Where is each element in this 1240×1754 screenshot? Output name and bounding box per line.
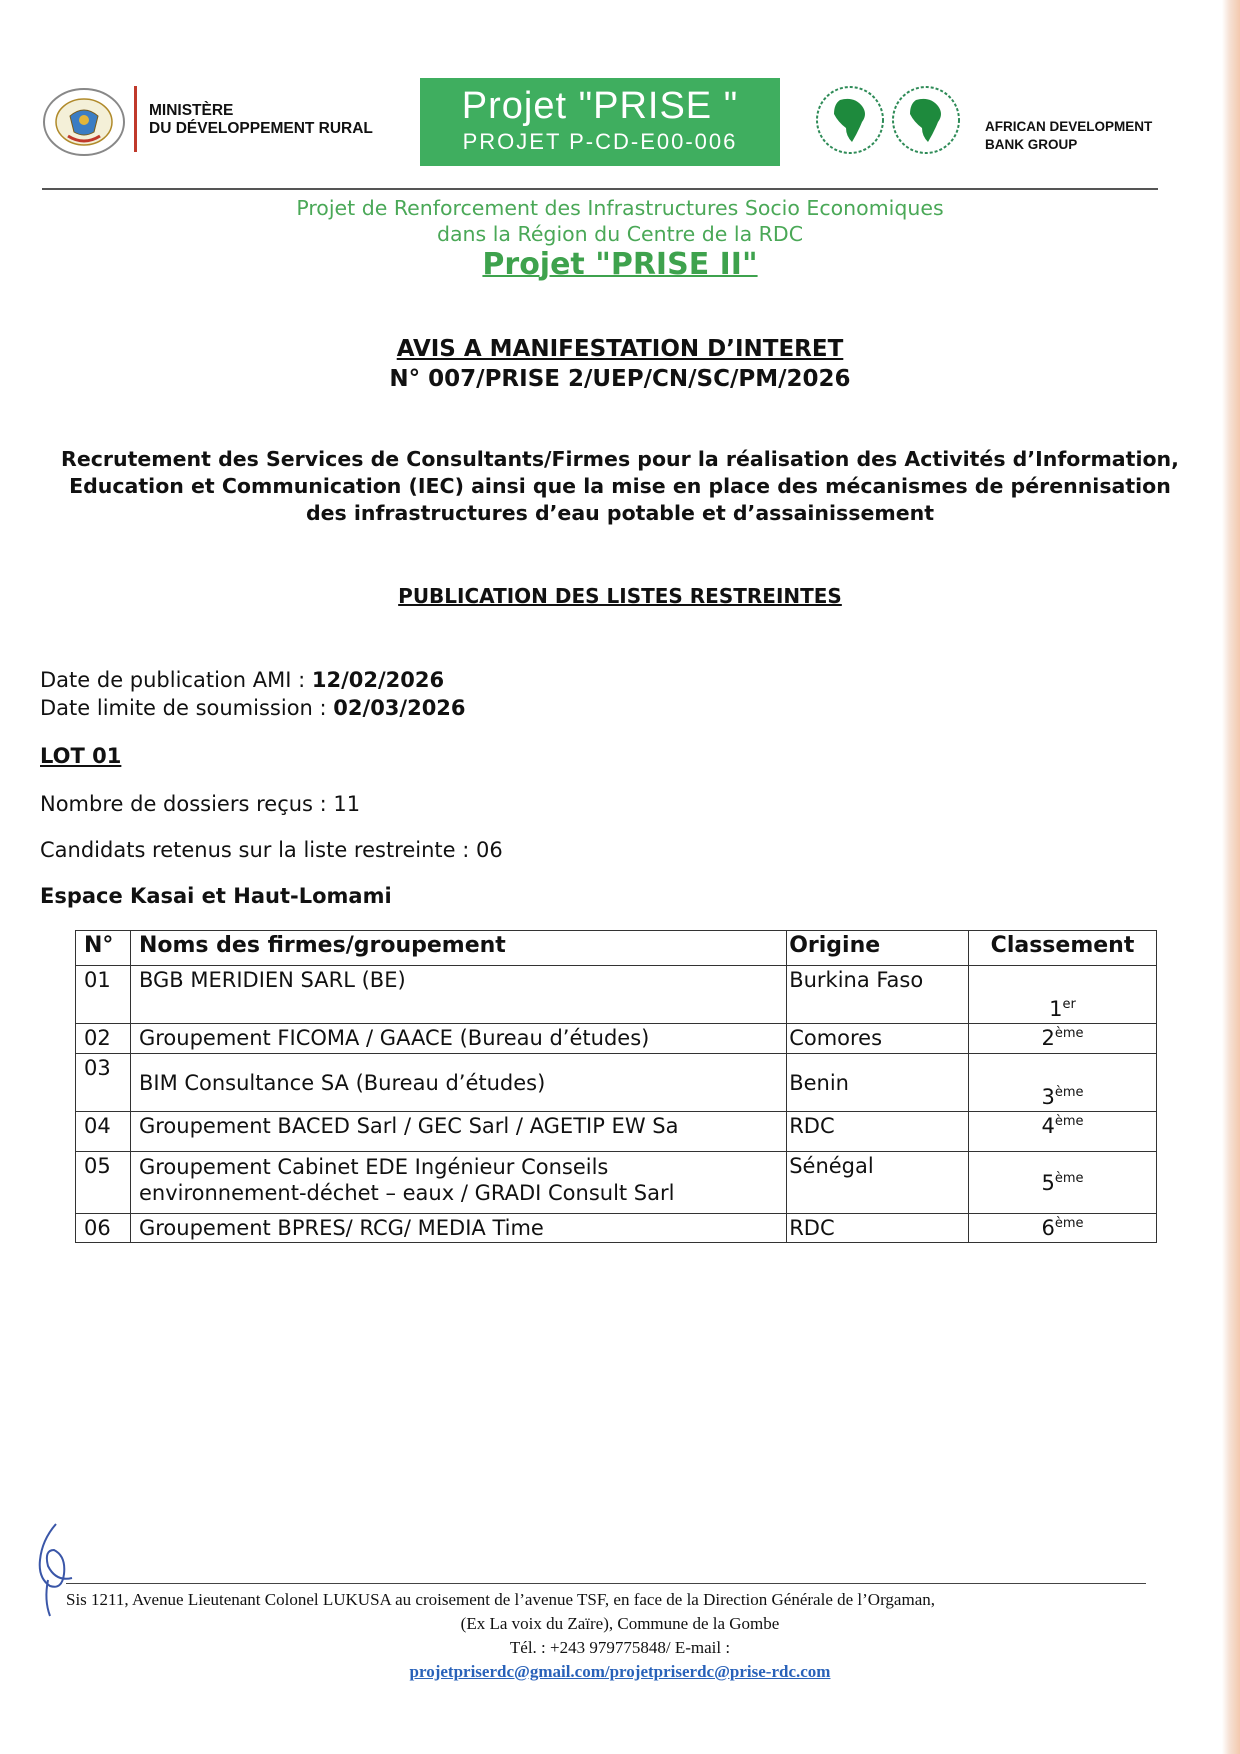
rank-value: 1: [1049, 997, 1063, 1021]
afdb-line-2: BANK GROUP: [985, 137, 1078, 152]
deadline-date-value: 02/03/2026: [333, 696, 466, 720]
ministry-line-1: MINISTÈRE: [149, 102, 234, 119]
lot-title: LOT 01: [40, 744, 122, 768]
publication-date-label: Date de publication AMI :: [40, 668, 306, 692]
row-number: 03: [76, 1054, 131, 1112]
row-number: 06: [76, 1214, 131, 1243]
table-header-row: [76, 931, 1157, 966]
row-ranking: [969, 1024, 1157, 1054]
row-number: 04: [76, 1112, 131, 1152]
row-number: 01: [76, 966, 131, 1024]
row-origin: RDC: [787, 1112, 969, 1152]
project-line-1: Projet de Renforcement des Infrastructures Socio Economiques: [296, 196, 944, 220]
header-ranking: Classement: [969, 931, 1157, 966]
publication-date-value: 12/02/2026: [311, 668, 445, 692]
row-firm-name: Groupement BACED Sarl / GEC Sarl / AGETIP EW Sa: [130, 1112, 786, 1152]
dossiers-received: Nombre de dossiers reçus : 11: [40, 792, 361, 816]
row-origin: Sénégal: [787, 1152, 969, 1214]
row-origin: Burkina Faso: [787, 966, 969, 1024]
row-firm-name: Groupement FICOMA / GAACE (Bureau d’études): [130, 1024, 786, 1054]
notice-object: [0, 446, 1240, 527]
notice-object-line-2: Education et Communication (IEC) ainsi que la mise en place des mécanismes de pérennisation: [69, 474, 1171, 498]
deadline-date: [40, 696, 466, 720]
table-row: [76, 966, 1157, 1024]
row-firm-name: BIM Consultance SA (Bureau d’études): [130, 1054, 786, 1112]
rank-suffix: er: [1062, 997, 1076, 1012]
row-origin: Benin: [787, 1054, 969, 1112]
footer-divider: [66, 1583, 1146, 1584]
row-number: 02: [76, 1024, 131, 1054]
header-divider: [42, 188, 1158, 190]
afdb-line-1: AFRICAN DEVELOPMENT: [985, 119, 1153, 134]
row-ranking: [969, 1152, 1157, 1214]
rank-suffix: ème: [1054, 1216, 1084, 1231]
rank-suffix: ème: [1054, 1026, 1084, 1041]
rank-value: 5: [1041, 1170, 1055, 1195]
notice-number: N° 007/PRISE 2/UEP/CN/SC/PM/2026: [389, 366, 851, 392]
row-ranking: [969, 1112, 1157, 1152]
project-name-text: Projet "PRISE II": [482, 247, 758, 282]
rank-suffix: ème: [1054, 1114, 1084, 1129]
project-name: [0, 247, 1240, 282]
row-ranking: [969, 1054, 1157, 1112]
header-origin: Origine: [787, 931, 969, 966]
footer-address-line-1: Sis 1211, Avenue Lieutenant Colonel LUKUSA au croisement de l’avenue TSF, en face de la Direction Générale de l’Orgaman,: [66, 1590, 936, 1609]
rank-value: 3: [1041, 1085, 1055, 1109]
notice-object-line-1: Recrutement des Services de Consultants/Firmes pour la réalisation des Activités d’Information,: [61, 447, 1179, 471]
row-origin: Comores: [787, 1024, 969, 1054]
notice-title: AVIS A MANIFESTATION D’INTERET: [396, 336, 844, 362]
row-ranking: [969, 1214, 1157, 1243]
row-firm-name: Groupement BPRES/ RCG/ MEDIA Time: [130, 1214, 786, 1243]
candidates-retained: Candidats retenus sur la liste restreinte : 06: [40, 838, 503, 862]
rank-suffix: ème: [1054, 1170, 1084, 1186]
project-banner: [420, 78, 780, 166]
row-origin: RDC: [787, 1214, 969, 1243]
publication-date: [40, 668, 444, 692]
header-number: N°: [76, 931, 131, 966]
row-firm-name: BGB MERIDIEN SARL (BE): [130, 966, 786, 1024]
header-firm-name: Noms des firmes/groupement: [130, 931, 786, 966]
coat-of-arms-seal-icon: [40, 86, 128, 158]
project-line-2: dans la Région du Centre de la RDC: [436, 222, 804, 246]
rank-value: 4: [1041, 1114, 1055, 1138]
rank-value: 6: [1041, 1216, 1055, 1240]
table-row: [76, 1214, 1157, 1243]
deadline-date-label: Date limite de soumission :: [40, 696, 327, 720]
table-row: [76, 1112, 1157, 1152]
row-ranking: [969, 966, 1157, 1024]
shortlist-table: [75, 930, 1157, 1243]
table-row: [76, 1152, 1157, 1214]
row-number: 05: [76, 1152, 131, 1214]
rank-value: 2: [1041, 1026, 1055, 1050]
footer-email-link[interactable]: projetpriserdc@gmail.com/projetpriserdc@prise-rdc.com: [409, 1662, 831, 1681]
table-row: [76, 1024, 1157, 1054]
notice-object-line-3: des infrastructures d’eau potable et d’assainissement: [305, 501, 935, 525]
footer-address-line-2: (Ex La voix du Zaïre), Commune de la Gombe: [460, 1614, 780, 1633]
ministry-name: [134, 86, 373, 152]
afdb-name: [985, 118, 1152, 154]
row-firm-name: Groupement Cabinet EDE Ingénieur Conseils environnement-déchet – eaux / GRADI Consult Sarl: [130, 1152, 786, 1214]
banner-code: PROJET P-CD-E00-006: [462, 129, 738, 154]
banner-title: Projet "PRISE ": [461, 85, 739, 127]
afdb-logo-icon: [812, 84, 972, 156]
table-row: [76, 1054, 1157, 1112]
publication-title: PUBLICATION DES LISTES RESTREINTES: [398, 584, 842, 608]
footer-phone: Tél. : +243 979775848/ E-mail :: [509, 1638, 731, 1657]
scan-edge-shadow: [1222, 0, 1240, 1754]
rank-suffix: ème: [1054, 1085, 1084, 1100]
ministry-line-2: DU DÉVELOPPEMENT RURAL: [149, 120, 373, 137]
zone-title: Espace Kasai et Haut-Lomami: [40, 884, 392, 908]
